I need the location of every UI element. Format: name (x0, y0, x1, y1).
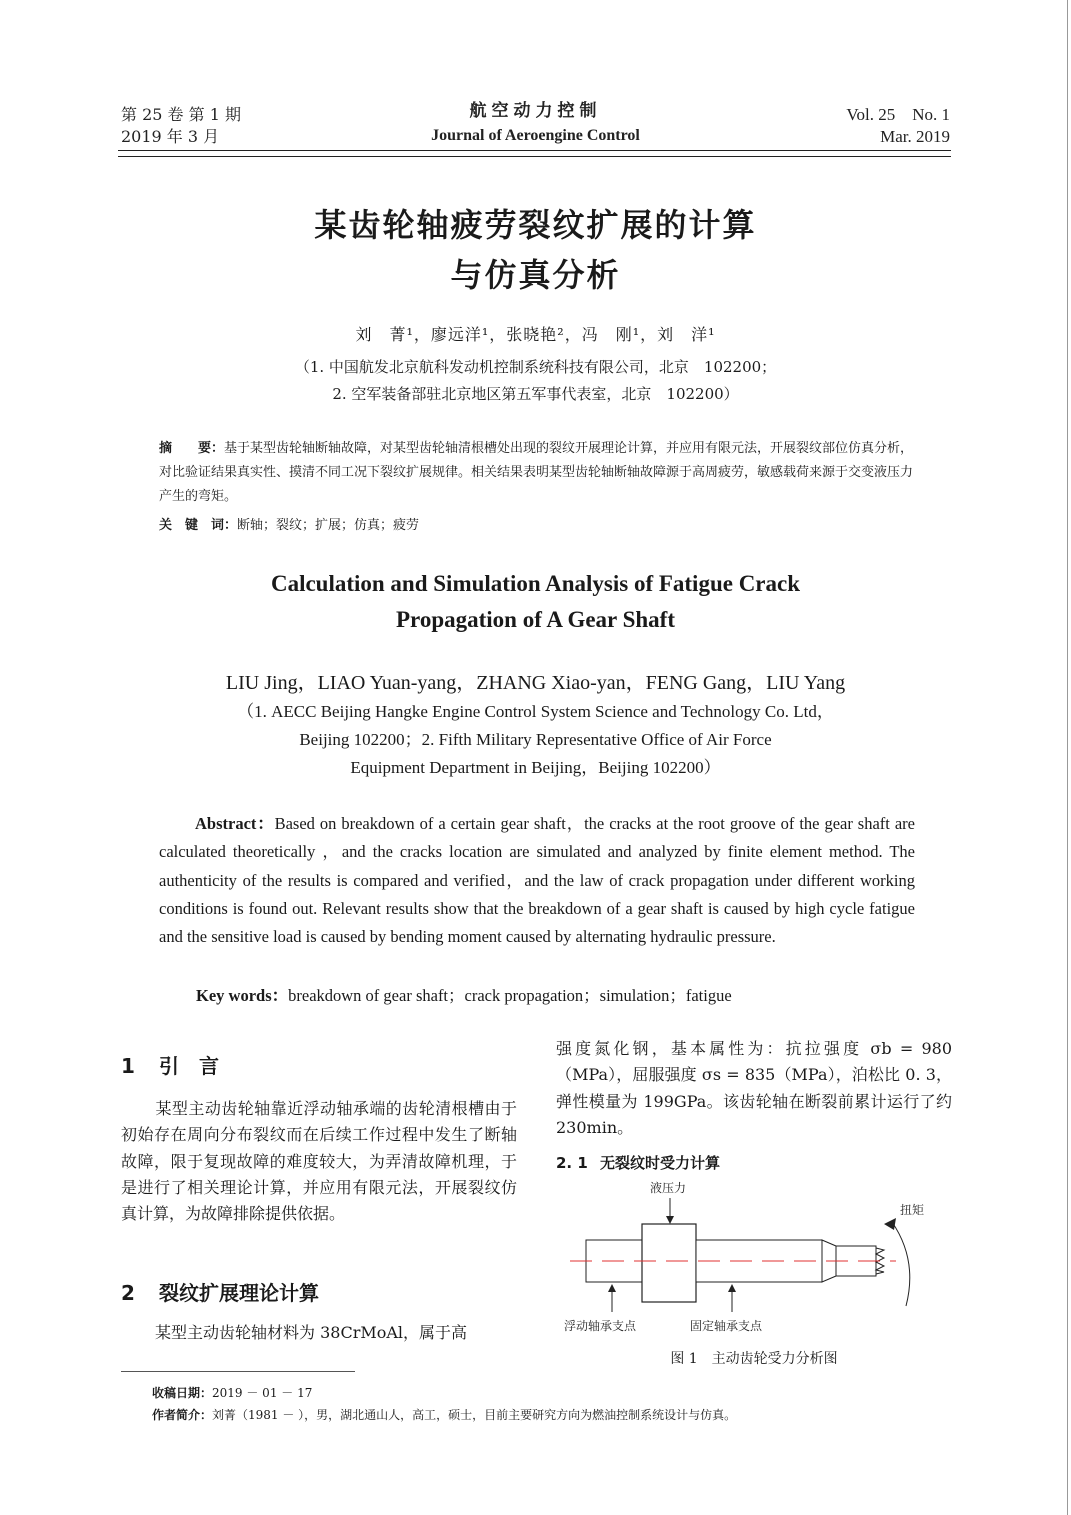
header-rule-thin (118, 156, 951, 157)
subsection-2-1-number: 2. 1 (556, 1154, 588, 1172)
section-1-title: 引 言 (159, 1054, 219, 1078)
gear-body (642, 1224, 696, 1302)
section-2-paragraph (121, 1320, 517, 1346)
affiliation-en-1: （1. AECC Beijing Hangke Engine Control System Science and Technology Co. Ltd， (237, 702, 834, 721)
torque-arc (892, 1222, 910, 1306)
floating-bearing-arrowhead (608, 1284, 616, 1292)
journal-name-en: Journal of Aeroengine Control (431, 127, 640, 144)
paper-title-cn-line2: 与仿真分析 (450, 256, 621, 294)
affiliation-cn-2: 2. 空军装备部驻北京地区第五军事代表室，北京 102200） (332, 385, 739, 403)
subsection-2-1-title: 无裂纹时受力计算 (600, 1154, 721, 1172)
keywords-cn-label: 关 键 词： (159, 518, 238, 533)
header-volume-en (846, 104, 950, 148)
label-torque: 扭矩 (900, 1203, 925, 1217)
footnote-rule (121, 1371, 355, 1372)
paper-title-cn (0, 200, 1071, 300)
authors-en: LIU Jing，LIAO Yuan-yang，ZHANG Xiao-yan，FENG Gang，LIU Yang (225, 672, 846, 694)
footnote-author-label: 作者简介： (152, 1408, 213, 1422)
abstract-cn-text: 基于某型齿轮轴断轴故障，对某型齿轮轴清根槽处出现的裂纹开展理论计算，并应用有限元法，开展裂纹部位仿真分析，对比验证结果真实性、摸清不同工况下裂纹扩展规律。相关结果表明某型齿轮轴断轴故障源于高周疲劳，敏感载荷来源于交变液压力产生的弯矩。 (159, 441, 914, 504)
section-2-heading (121, 1277, 319, 1306)
keywords-en-text: breakdown of gear shaft；crack propagation；simulation；fatigue (288, 986, 732, 1005)
section-1-paragraph (121, 1096, 517, 1227)
keywords-cn-text: 断轴；裂纹；扩展；仿真；疲劳 (237, 518, 420, 533)
paper-title-cn-line1: 某齿轮轴疲劳裂纹扩展的计算 (314, 206, 757, 244)
affiliation-cn-1: （1. 中国航发北京航科发动机控制系统科技有限公司，北京 102200； (294, 358, 777, 376)
volume-issue-cn: 第 25 卷 第 1 期 (121, 105, 241, 124)
section-1-number: 1 (121, 1054, 135, 1078)
footnote-received (152, 1384, 312, 1401)
label-fixed-bearing: 固定轴承支点 (690, 1319, 763, 1333)
footnote-received-label: 收稿日期： (152, 1386, 213, 1400)
gear-force-diagram (556, 1178, 952, 1368)
paper-title-en (0, 566, 1071, 638)
section-1-heading (121, 1050, 219, 1079)
footnote-received-date: 2019 － 01 － 17 (212, 1386, 313, 1400)
abstract-cn (159, 437, 916, 509)
affiliations-en (0, 698, 1071, 782)
paper-title-en-line1: Calculation and Simulation Analysis of Fatigue Crack (270, 571, 801, 596)
figure-1-caption: 图 1 主动齿轮受力分析图 (670, 1351, 838, 1367)
keywords-en-label: Key words： (196, 986, 289, 1005)
section-1-text: 某型主动齿轮轴靠近浮动轴承端的齿轮清根槽由于初始存在周向分布裂纹而在后续工作过程中发生了断轴故障，限于复现故障的难度较大，为弄清故障机理，于是进行了相关理论计算，并应用有限元法，开展裂纹仿真计算，为故障排除提供依据。 (121, 1099, 517, 1224)
header-rule-thick (118, 150, 951, 151)
column-2-paragraph: 强度氮化钢，基本属性为：抗拉强度 σb = 980（MPa），屈服强度 σs = 835（MPa），泊松比 0. 3，弹性模量为 199GPa。该齿轮轴在断裂前累计运行了约 230min。 (556, 1039, 952, 1137)
abstract-en-text: Based on breakdown of a certain gear shaft，the cracks at the root groove of the gear shaft are calculated theoretically ，and the cracks location are simulated and analyzed by finite element method. The authenticity of the results is compared and verified，and the law of crack propagation under different working conditions is found out. Relevant results show that the breakdown of a gear shaft is caused by high cycle fatigue and the sensitive load is caused by bending moment caused by alternating hydraulic pressure. (159, 814, 915, 947)
keywords-cn (159, 514, 419, 533)
section-2-text: 某型主动齿轮轴材料为 38CrMoAl，属于高 (155, 1323, 468, 1342)
affiliation-en-2: Beijing 102200；2. Fifth Military Representative Office of Air Force (299, 730, 772, 749)
abstract-cn-label: 摘 要： (159, 441, 225, 456)
date-cn: 2019 年 3 月 (121, 127, 220, 146)
label-hydraulic-force: 液压力 (650, 1181, 687, 1195)
keywords-en (196, 982, 732, 1006)
abstract-en-label: Abstract： (195, 814, 275, 833)
hydraulic-force-arrowhead (666, 1216, 674, 1224)
date-en: Mar. 2019 (880, 127, 950, 146)
affiliation-en-3: Equipment Department in Beijing，Beijing 102200） (350, 758, 721, 777)
footnote-author (152, 1406, 736, 1423)
torque-arrowhead (884, 1218, 896, 1230)
abstract-en (159, 810, 915, 951)
subsection-2-1-heading (556, 1152, 720, 1173)
fixed-bearing-arrowhead (728, 1284, 736, 1292)
section-2-title: 裂纹扩展理论计算 (159, 1281, 319, 1305)
section-2-number: 2 (121, 1281, 135, 1305)
label-floating-bearing: 浮动轴承支点 (564, 1319, 637, 1333)
paper-title-en-line2: Propagation of A Gear Shaft (396, 607, 675, 632)
footnote-author-bio: 刘菁（1981 － ），男，湖北通山人，高工，硕士，目前主要研究方向为燃油控制系统设计与仿真。 (212, 1408, 737, 1422)
authors-cn: 刘 菁¹，廖远洋¹，张晓艳²，冯 刚¹，刘 洋¹ (355, 325, 716, 344)
affiliations-cn (0, 354, 1071, 408)
page-edge (1067, 0, 1068, 1515)
journal-name-cn: 航空动力控制 (469, 101, 602, 121)
volume-issue-en: Vol. 25 No. 1 (846, 105, 950, 124)
